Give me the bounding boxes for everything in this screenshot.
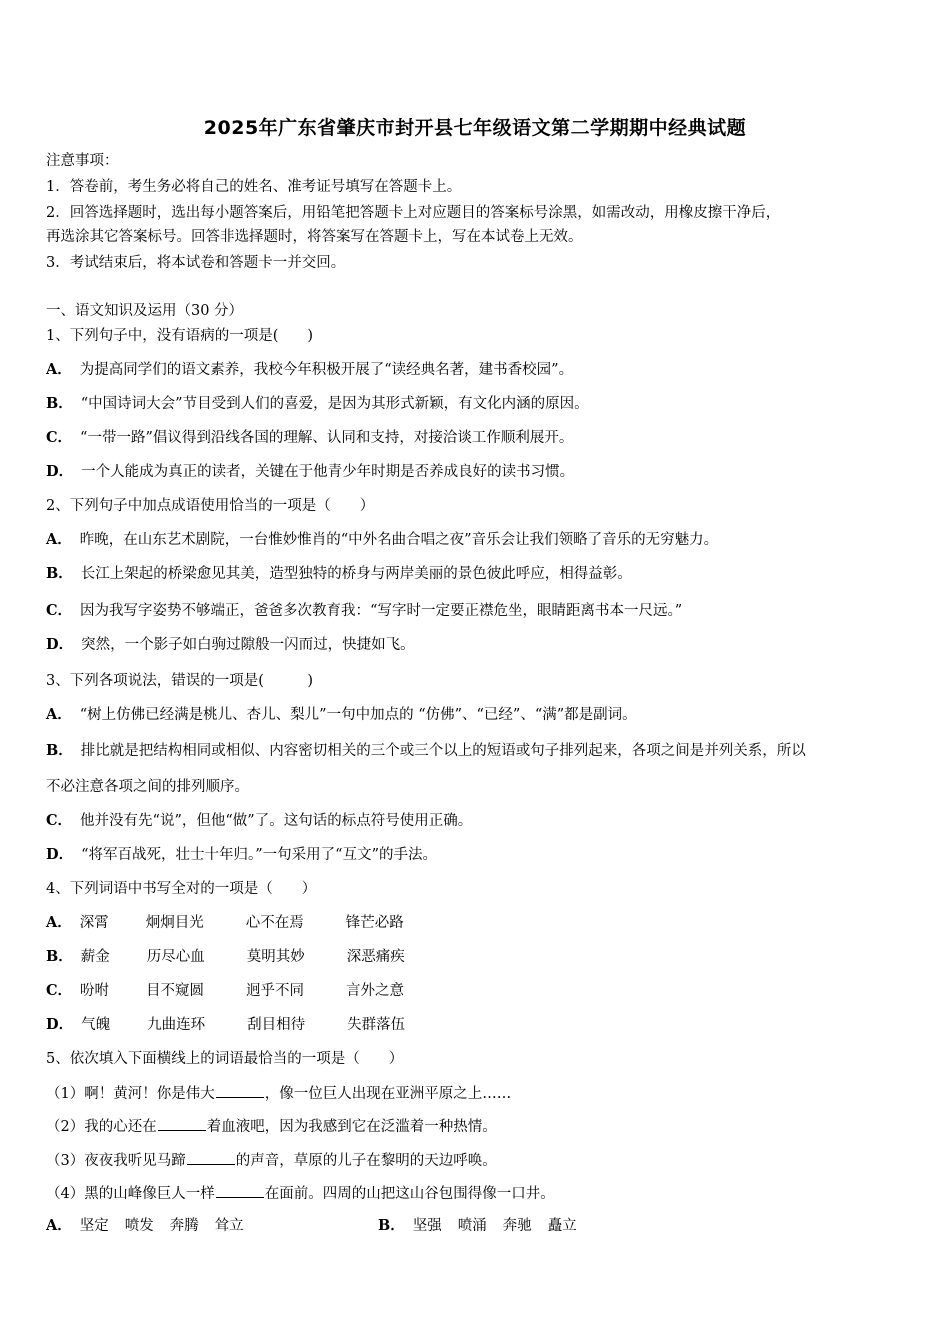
question-stem: 2、下列句子中加点成语使用恰当的一项是（ ） bbox=[46, 498, 375, 514]
sentence-before: （4）黑的山峰像巨人一样 bbox=[46, 1186, 215, 1202]
option-text: “将军百战死，壮士十年归。”一句采用了“互文”的手法。 bbox=[81, 847, 437, 863]
fill-blank-sentence bbox=[46, 1183, 555, 1204]
word: 坚强 bbox=[412, 1218, 442, 1234]
question-stem: 4、下列词语中书写全对的一项是（ ） bbox=[46, 881, 317, 897]
option-d bbox=[46, 635, 415, 655]
word: 矗立 bbox=[547, 1218, 577, 1234]
word: 奔驰 bbox=[502, 1218, 532, 1234]
option-a bbox=[46, 1216, 260, 1236]
option-label: C． bbox=[46, 982, 73, 999]
option-c bbox=[46, 981, 446, 1001]
sentence-after: ，像一位巨人出现在亚洲平原之上…… bbox=[264, 1086, 512, 1102]
word: 气魄 bbox=[81, 1017, 111, 1033]
option-text: 昨晚，在山东艺术剧院，一台惟妙惟肖的“中外名曲合唱之夜”音乐会让我们领略了音乐的无穷魅力。 bbox=[79, 532, 719, 548]
option-label: C． bbox=[46, 602, 73, 619]
option-label: D． bbox=[46, 1016, 74, 1033]
word: 深恶痛疾 bbox=[346, 949, 405, 965]
option-text: “树上仿佛已经满是桃儿、杏儿、梨儿”一句中加点的 “仿佛”、“已经”、“满”都是副词。 bbox=[79, 707, 637, 723]
notice-item: 再选涂其它答案标号。回答非选择题时，将答案写在答题卡上，写在本试卷上无效。 bbox=[46, 229, 583, 245]
option-d bbox=[46, 462, 574, 482]
answer-blank bbox=[216, 1183, 264, 1198]
notice-heading: 注意事项： bbox=[46, 153, 119, 169]
sentence-before: （3）夜夜我听见马蹄 bbox=[46, 1153, 186, 1169]
option-label: A． bbox=[46, 914, 72, 931]
fill-blank-sentence bbox=[46, 1083, 511, 1104]
option-a bbox=[46, 530, 718, 550]
option-a bbox=[46, 705, 637, 725]
option-c bbox=[46, 428, 573, 448]
option-label: D． bbox=[46, 846, 74, 863]
word: 炯炯目光 bbox=[145, 915, 204, 931]
option-b bbox=[46, 394, 589, 414]
sentence-before: （1）啊！黄河！你是伟大 bbox=[46, 1086, 215, 1102]
option-label: A． bbox=[46, 706, 72, 723]
option-b bbox=[46, 947, 447, 967]
option-label: B． bbox=[46, 948, 73, 965]
word: 刮目相待 bbox=[247, 1017, 306, 1033]
word: 耸立 bbox=[214, 1218, 244, 1234]
option-label: B． bbox=[46, 565, 73, 582]
answer-blank bbox=[216, 1083, 264, 1098]
option-b bbox=[378, 1216, 593, 1236]
word: 吩咐 bbox=[80, 983, 110, 999]
option-text: 他并没有先“说”，但他“做”了。这句话的标点符号使用正确。 bbox=[80, 813, 473, 829]
option-text: 因为我写字姿势不够端正，爸爸多次教育我：“写字时一定要正襟危坐，眼睛距离书本一尺远。” bbox=[80, 603, 683, 619]
option-b bbox=[46, 564, 632, 584]
option-d bbox=[46, 845, 437, 865]
word: 奔腾 bbox=[169, 1218, 199, 1234]
option-label: A． bbox=[46, 361, 72, 378]
notice-item: 2．回答选择题时，选出每小题答案后，用铅笔把答题卡上对应题目的答案标号涂黑，如需改动，用橡皮擦干净后， bbox=[46, 205, 781, 221]
question-stem: 5、依次填入下面横线上的词语最恰当的一项是（ ） bbox=[46, 1051, 404, 1067]
option-a bbox=[46, 360, 573, 380]
option-label: A． bbox=[46, 531, 72, 548]
option-label: D． bbox=[46, 636, 74, 653]
option-label: C． bbox=[46, 812, 73, 829]
word: 失群落伍 bbox=[347, 1017, 406, 1033]
fill-blank-sentence bbox=[46, 1116, 497, 1137]
section-heading: 一、语文知识及运用（30 分） bbox=[46, 303, 244, 319]
sentence-before: （2）我的心还在 bbox=[46, 1119, 157, 1135]
word: 莫明其妙 bbox=[246, 949, 305, 965]
notice-item: 3．考试结束后，将本试卷和答题卡一并交回。 bbox=[46, 255, 346, 271]
notice-item: 1．答卷前，考生务必将自己的姓名、准考证号填写在答题卡上。 bbox=[46, 179, 462, 195]
option-label: D． bbox=[46, 463, 74, 480]
option-label: C． bbox=[46, 429, 73, 446]
option-label: B． bbox=[378, 1217, 405, 1234]
option-text: 长江上架起的桥梁愈见其美，造型独特的桥身与两岸美丽的景色彼此呼应，相得益彰。 bbox=[80, 566, 632, 582]
option-label: B． bbox=[46, 742, 73, 759]
word: 喷涌 bbox=[457, 1218, 487, 1234]
word: 薪金 bbox=[80, 949, 110, 965]
option-c bbox=[46, 601, 682, 621]
option-label: B． bbox=[46, 395, 73, 412]
sentence-after: 的声音，草原的儿子在黎明的天边呼唤。 bbox=[235, 1153, 497, 1169]
word: 历尽心血 bbox=[146, 949, 205, 965]
word: 目不窥圆 bbox=[146, 983, 205, 999]
answer-blank bbox=[158, 1116, 206, 1131]
option-a bbox=[46, 913, 446, 933]
question-stem: 3、下列各项说法，错误的一项是( ) bbox=[46, 673, 314, 689]
word: 迥乎不同 bbox=[246, 983, 305, 999]
word: 锋芒必路 bbox=[345, 915, 404, 931]
option-label: A． bbox=[46, 1217, 72, 1234]
option-d bbox=[46, 1015, 447, 1035]
fill-blank-sentence bbox=[46, 1150, 497, 1171]
sentence-after: 着血液吧，因为我感到它在泛滥着一种热情。 bbox=[206, 1119, 497, 1135]
word: 心不在焉 bbox=[245, 915, 304, 931]
page-title: 2025年广东省肇庆市封开县七年级语文第二学期期中经典试题 bbox=[203, 117, 747, 139]
option-text: 一个人能成为真正的读者，关键在于他青少年时期是否养成良好的读书习惯。 bbox=[81, 464, 575, 480]
question-stem: 1、下列句子中，没有语病的一项是( ) bbox=[46, 328, 314, 344]
option-c bbox=[46, 811, 472, 831]
option-text: “一带一路”倡议得到沿线各国的理解、认同和支持，对接洽谈工作顺利展开。 bbox=[80, 430, 574, 446]
option-text: “中国诗词大会”节目受到人们的喜爱，是因为其形式新颖，有文化内涵的原因。 bbox=[80, 396, 589, 412]
option-b bbox=[46, 741, 806, 761]
option-b-continued: 不必注意各项之间的排列顺序。 bbox=[46, 779, 249, 795]
answer-blank bbox=[187, 1150, 235, 1165]
word: 坚定 bbox=[79, 1218, 109, 1234]
option-text: 为提高同学们的语文素养，我校今年积极开展了“读经典名著，建书香校园”。 bbox=[79, 362, 574, 378]
word: 深霄 bbox=[79, 915, 109, 931]
word: 喷发 bbox=[124, 1218, 154, 1234]
sentence-after: 在面前。四周的山把这山谷包围得像一口井。 bbox=[264, 1186, 555, 1202]
word: 九曲连环 bbox=[147, 1017, 206, 1033]
option-text: 突然，一个影子如白驹过隙般一闪而过，快捷如飞。 bbox=[81, 637, 415, 653]
option-text: 排比就是把结构相同或相似、内容密切相关的三个或三个以上的短语或句子排列起来，各项之间是并列关系，所以 bbox=[80, 743, 806, 759]
word: 言外之意 bbox=[346, 983, 405, 999]
